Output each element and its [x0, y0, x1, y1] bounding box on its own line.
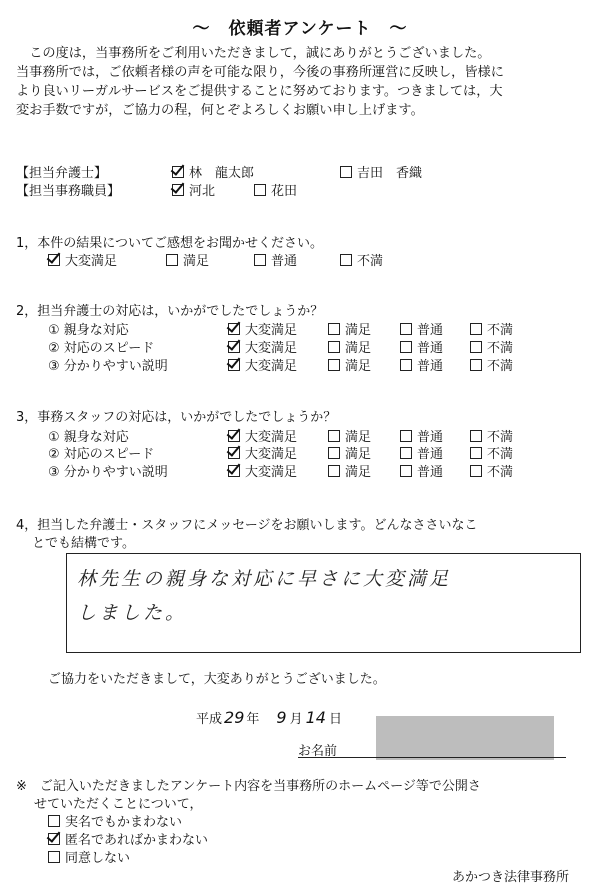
intro-text [16, 44, 590, 120]
q3-item-label: ③ 分かりやすい説明 [48, 465, 168, 480]
message-line: しました。 [77, 602, 188, 624]
publish-option[interactable]: 実名でもかまわない [48, 811, 182, 830]
q3-rating-option[interactable]: 不満 [470, 443, 513, 462]
checkbox[interactable] [400, 465, 412, 477]
q3-rating-option[interactable]: 普通 [400, 426, 443, 445]
checkbox[interactable] [328, 465, 340, 477]
question-1: 1，本件の結果についてご感想をお聞かせください。 [16, 236, 324, 251]
checkbox[interactable] [400, 341, 412, 353]
checkbox[interactable] [470, 465, 482, 477]
checkbox[interactable] [48, 851, 60, 863]
name-label: お名前 [298, 744, 338, 759]
lawyer-label: 【担当弁護士】 [16, 166, 108, 181]
lawyer-option-2[interactable]: 吉田 香織 [340, 162, 422, 181]
q2-rating-option[interactable]: 満足 [328, 337, 371, 356]
q3-rating-option[interactable]: 大変満足 [228, 443, 297, 462]
q3-rating-option[interactable]: 不満 [470, 461, 513, 480]
checkbox[interactable] [254, 254, 266, 266]
q1-option[interactable]: 普通 [254, 250, 297, 269]
q2-rating-option[interactable]: 普通 [400, 337, 443, 356]
checkbox[interactable] [254, 184, 266, 196]
q3-rating-option[interactable]: 普通 [400, 443, 443, 462]
q3-rating-option[interactable]: 大変満足 [228, 426, 297, 445]
publish-option[interactable]: 匿名であればかまわない [48, 829, 208, 848]
question-2: 2，担当弁護士の対応は，いかがでしたでしょうか？ [16, 304, 324, 319]
message-line: 林先生の親身な対応に早さに大変満足 [77, 568, 452, 590]
name-underline [298, 757, 566, 758]
message-box[interactable] [66, 553, 581, 653]
q1-option[interactable]: 大変満足 [48, 250, 117, 269]
q2-rating-option[interactable]: 大変満足 [228, 319, 297, 338]
checkbox[interactable] [48, 833, 60, 845]
clerk-label: 【担当事務職員】 [16, 184, 121, 199]
q3-rating-option[interactable]: 不満 [470, 426, 513, 445]
intro-line: 変お手数ですが，ご協力の程，何とぞよろしくお願い申し上げます。 [16, 103, 424, 118]
checkbox[interactable] [470, 430, 482, 442]
q2-rating-option[interactable]: 大変満足 [228, 337, 297, 356]
q2-rating-option[interactable]: 大変満足 [228, 355, 297, 374]
q1-option[interactable]: 不満 [340, 250, 383, 269]
clerk-option-2[interactable]: 花田 [254, 180, 297, 199]
checkbox[interactable] [470, 323, 482, 335]
checkbox[interactable] [228, 359, 240, 371]
checkbox[interactable] [328, 447, 340, 459]
publish-text-line1: ※ ご記入いただきましたアンケート内容を当事務所のホームページ等で公開さ [16, 779, 481, 794]
checkbox[interactable] [400, 323, 412, 335]
checkbox[interactable] [172, 166, 184, 178]
q2-item-label: ② 対応のスピード [48, 341, 155, 356]
checkbox[interactable] [328, 323, 340, 335]
q3-rating-option[interactable]: 大変満足 [228, 461, 297, 480]
checkbox[interactable] [328, 430, 340, 442]
checkbox[interactable] [400, 359, 412, 371]
page-title: ～ 依頼者アンケート ～ [192, 19, 408, 39]
firm-name: あかつき法律事務所 [452, 870, 570, 885]
checkbox[interactable] [400, 430, 412, 442]
q2-item-label: ① 親身な対応 [48, 323, 129, 338]
intro-line: より良いリーガルサービスをご提供することに努めております。つきましては，大 [16, 84, 503, 99]
checkbox[interactable] [228, 465, 240, 477]
q2-rating-option[interactable]: 不満 [470, 337, 513, 356]
date-field[interactable]: 平成 29 年 9 月 14 日 [196, 708, 342, 727]
q2-rating-option[interactable]: 不満 [470, 355, 513, 374]
checkbox[interactable] [328, 359, 340, 371]
checkbox[interactable] [470, 359, 482, 371]
question-4-line1: 4，担当した弁護士・スタッフにメッセージをお願いします。どんなささいなこ [16, 518, 478, 533]
q2-item-label: ③ 分かりやすい説明 [48, 359, 168, 374]
q2-rating-option[interactable]: 満足 [328, 319, 371, 338]
clerk-option-1[interactable]: 河北 [172, 180, 215, 199]
checkbox[interactable] [166, 254, 178, 266]
checkbox[interactable] [340, 166, 352, 178]
date-month: 9 [276, 708, 287, 727]
q1-option[interactable]: 満足 [166, 250, 209, 269]
checkbox[interactable] [228, 323, 240, 335]
checkbox[interactable] [470, 341, 482, 353]
q3-rating-option[interactable]: 普通 [400, 461, 443, 480]
checkbox[interactable] [48, 815, 60, 827]
checkbox[interactable] [470, 447, 482, 459]
q3-rating-option[interactable]: 満足 [328, 461, 371, 480]
checkbox[interactable] [48, 254, 60, 266]
question-3: 3，事務スタッフの対応は，いかがでしたでしょうか？ [16, 410, 337, 425]
q3-rating-option[interactable]: 満足 [328, 443, 371, 462]
checkbox[interactable] [172, 184, 184, 196]
checkbox[interactable] [228, 430, 240, 442]
intro-line: 当事務所では，ご依頼者様の声を可能な限り，今後の事務所運営に反映し，皆様に [16, 65, 504, 80]
q2-rating-option[interactable]: 普通 [400, 319, 443, 338]
lawyer-option-1[interactable]: 林 龍太郎 [172, 162, 254, 181]
publish-text-line2: せていただくことについて， [34, 797, 203, 812]
checkbox[interactable] [328, 341, 340, 353]
q2-rating-option[interactable]: 不満 [470, 319, 513, 338]
q2-rating-option[interactable]: 普通 [400, 355, 443, 374]
redacted-name [376, 716, 554, 760]
q3-item-label: ② 対応のスピード [48, 447, 155, 462]
checkbox[interactable] [340, 254, 352, 266]
date-day: 14 [305, 708, 326, 727]
checkbox[interactable] [228, 341, 240, 353]
date-year: 29 [224, 708, 245, 727]
thanks-text: ご協力をいただきまして，大変ありがとうございました。 [48, 672, 386, 687]
q3-item-label: ① 親身な対応 [48, 430, 129, 445]
q3-rating-option[interactable]: 満足 [328, 426, 371, 445]
checkbox[interactable] [228, 447, 240, 459]
intro-line: この度は，当事務所をご利用いただきまして，誠にありがとうございました。 [29, 46, 491, 61]
publish-option[interactable]: 同意しない [48, 847, 130, 866]
checkbox[interactable] [400, 447, 412, 459]
question-4-line2: とでも結構です。 [32, 536, 135, 551]
q2-rating-option[interactable]: 満足 [328, 355, 371, 374]
